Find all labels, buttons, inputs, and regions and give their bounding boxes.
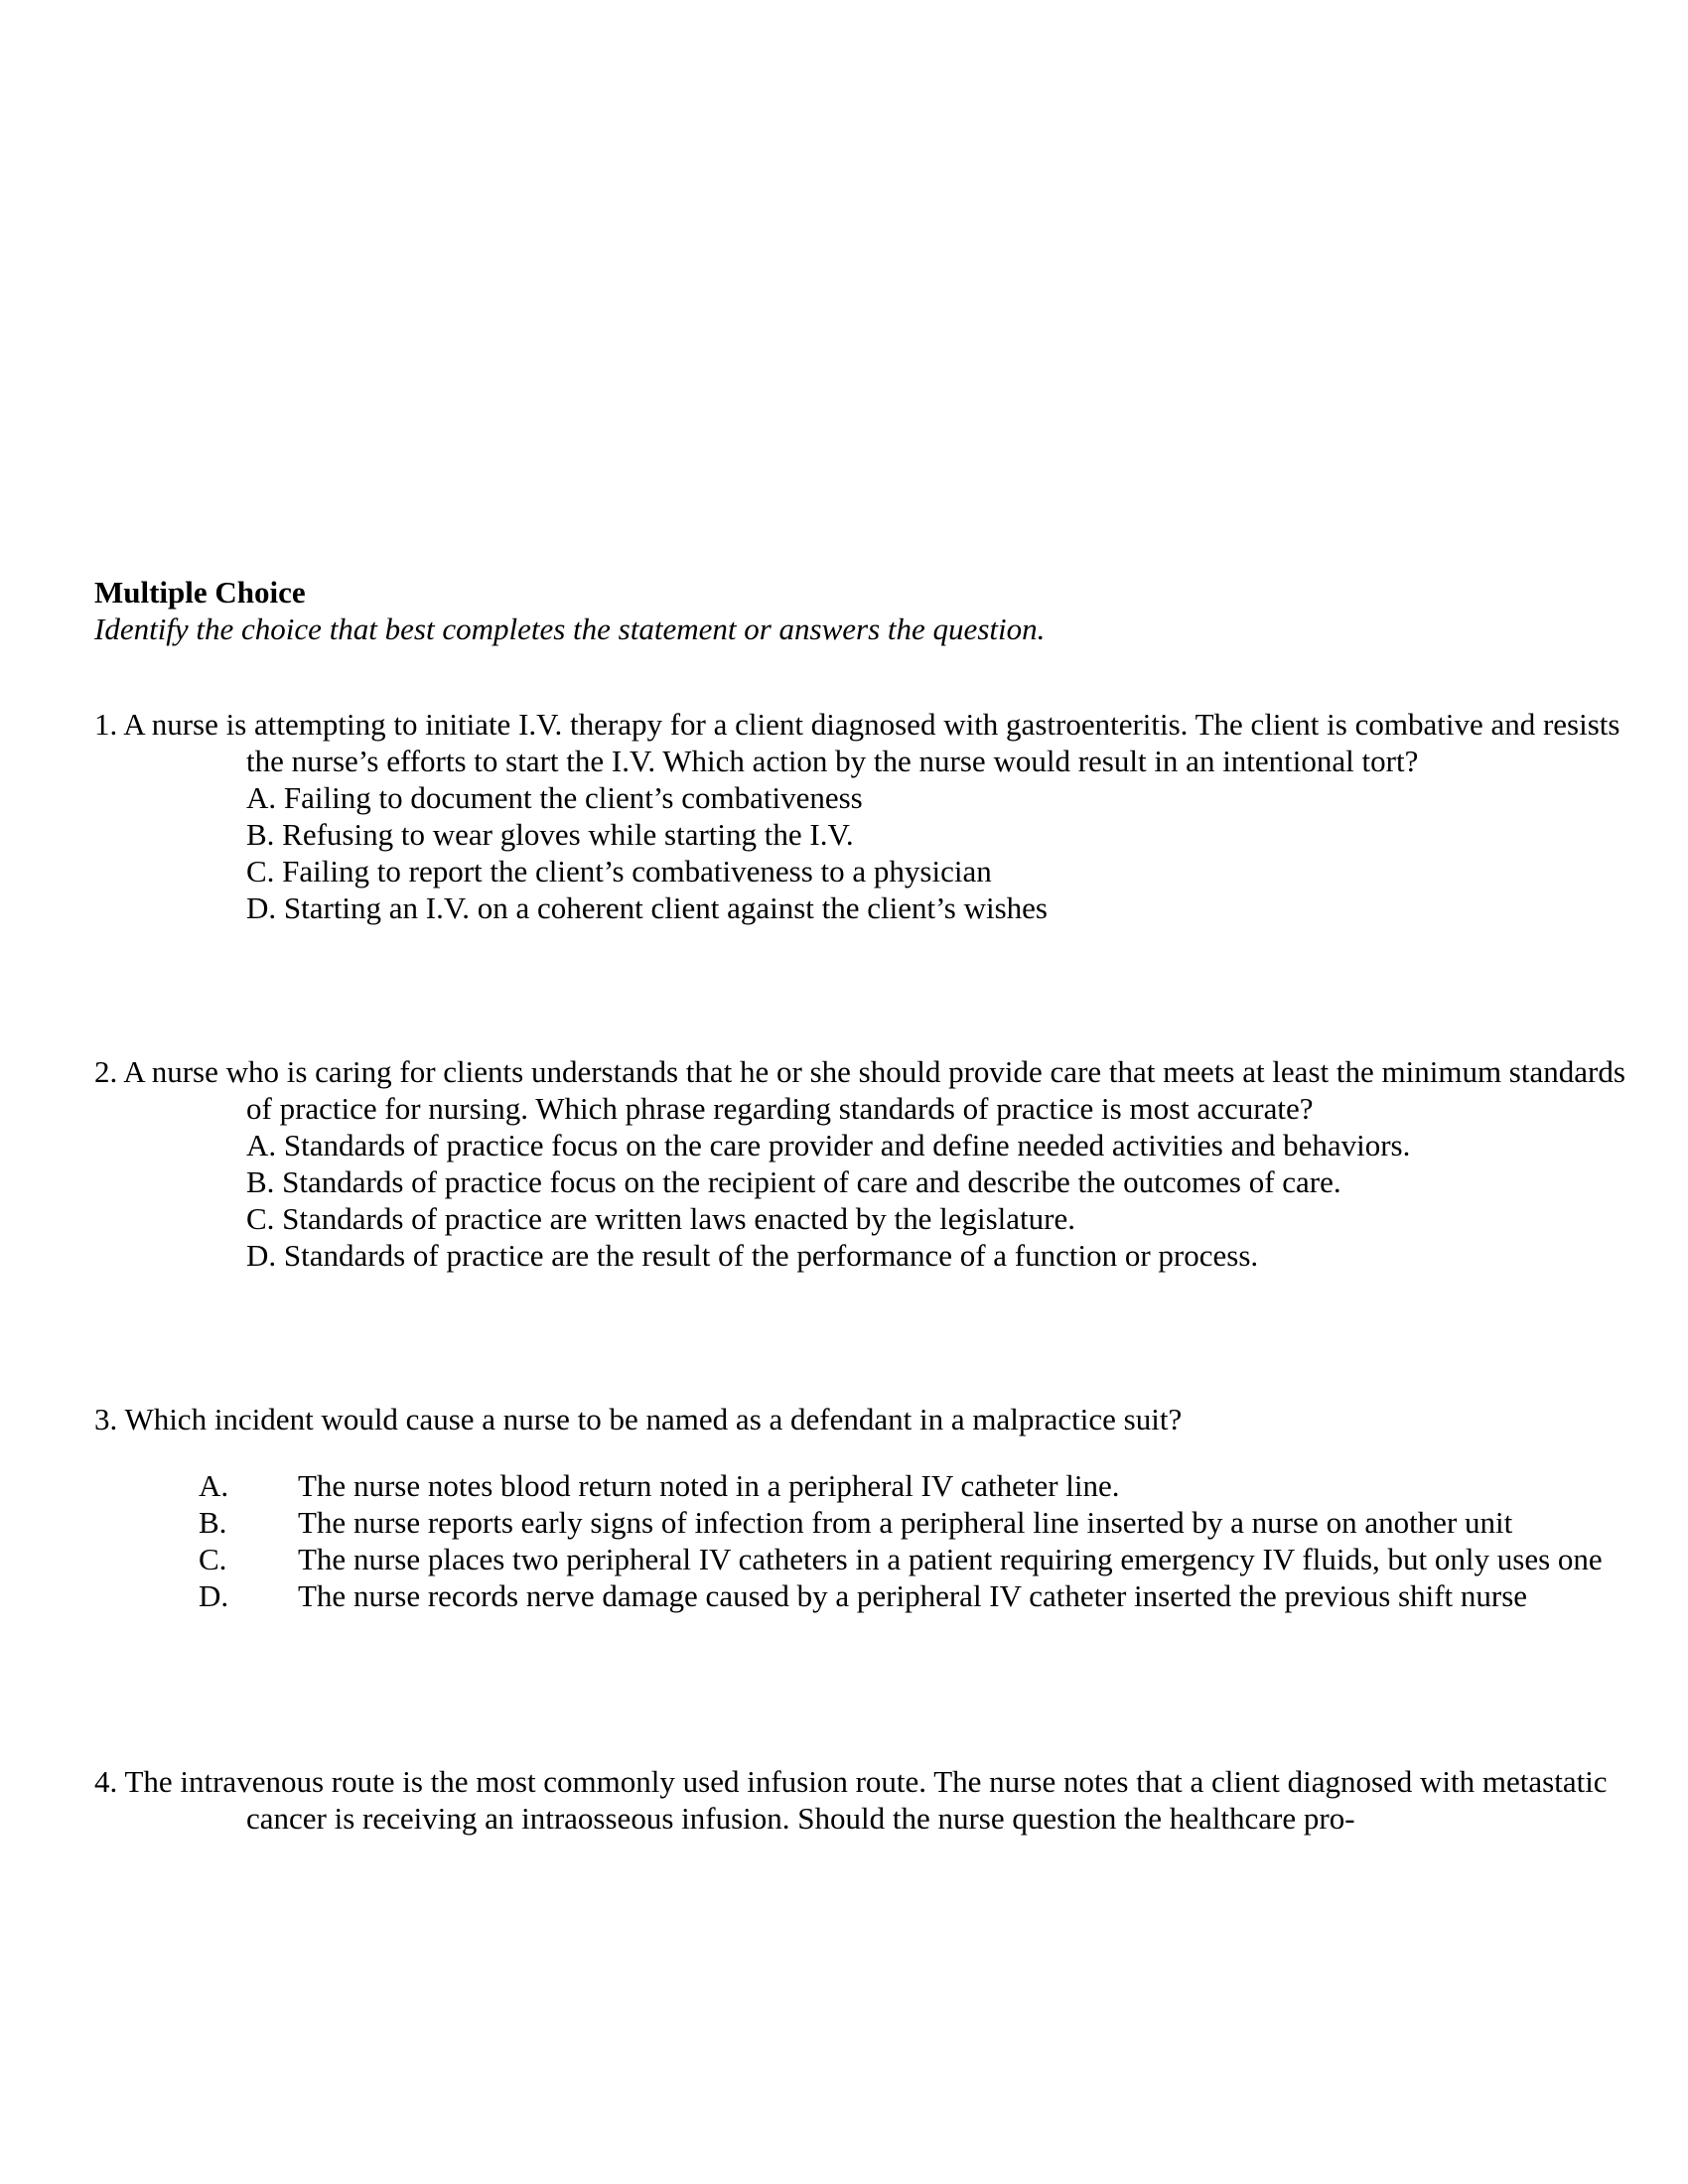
question-3-option-a[interactable] [94, 1467, 1628, 1504]
question-2-option-b[interactable]: B. Standards of practice focus on the recipient of care and describe the outcomes of care. [246, 1164, 1341, 1199]
question-1-option-a[interactable]: A. Failing to document the client’s combativeness [246, 780, 863, 815]
option-letter: D. [199, 1578, 229, 1613]
option-text: The nurse reports early signs of infection from a peripheral line inserted by a nurse on another unit [298, 1505, 1513, 1540]
option-letter: A. [199, 1468, 229, 1503]
question-2-stem: 2. A nurse who is caring for clients understands that he or she should provide care that meets at least the minimum standards of practice for nursing. Which phrase regarding standards of practice is most accurate? [94, 1054, 1625, 1126]
question-3-option-c[interactable] [94, 1541, 1628, 1577]
option-letter: C. [199, 1542, 227, 1576]
question-3 [94, 1401, 1628, 1614]
question-2-option-d[interactable]: D. Standards of practice are the result of the performance of a function or process. [246, 1238, 1259, 1273]
question-4-stem: 4. The intravenous route is the most commonly used infusion route. The nurse notes that a client diagnosed with metastatic cancer is receiving an intraosseous infusion. Should the nurse question the healthcare pro- [94, 1764, 1608, 1836]
question-3-option-d[interactable] [94, 1577, 1628, 1614]
section-heading: Multiple Choice [94, 575, 306, 610]
question-4 [94, 1763, 1628, 1837]
question-1-option-b[interactable]: B. Refusing to wear gloves while starting the I.V. [246, 817, 854, 852]
section-instruction: Identify the choice that best completes the statement or answers the question. [94, 612, 1046, 646]
question-3-option-list [94, 1467, 1628, 1614]
question-2 [94, 1053, 1628, 1274]
option-text: The nurse records nerve damage caused by a peripheral IV catheter inserted the previous shift nurse [298, 1578, 1528, 1613]
option-letter: B. [199, 1505, 227, 1540]
question-1-option-c[interactable]: C. Failing to report the client’s combativeness to a physician [246, 854, 992, 888]
question-3-stem: 3. Which incident would cause a nurse to be named as a defendant in a malpractice suit? [94, 1402, 1183, 1436]
question-2-option-c[interactable]: C. Standards of practice are written laws enacted by the legislature. [246, 1201, 1075, 1236]
question-3-option-b[interactable] [94, 1504, 1628, 1541]
section-header [94, 574, 1628, 648]
option-text: The nurse notes blood return noted in a peripheral IV catheter line. [298, 1468, 1120, 1503]
question-1 [94, 706, 1628, 926]
question-1-option-d[interactable]: D. Starting an I.V. on a coherent client against the client’s wishes [246, 890, 1048, 925]
option-text: The nurse places two peripheral IV catheters in a patient requiring emergency IV fluids, but only uses one [298, 1542, 1603, 1576]
question-2-option-a[interactable]: A. Standards of practice focus on the care provider and define needed activities and behaviors. [246, 1128, 1411, 1162]
question-1-stem: 1. A nurse is attempting to initiate I.V. therapy for a client diagnosed with gastroenteritis. The client is combative and resists the nurse’s efforts to start the I.V. Which action by the nurse would result in an intentional tort? [94, 707, 1620, 778]
